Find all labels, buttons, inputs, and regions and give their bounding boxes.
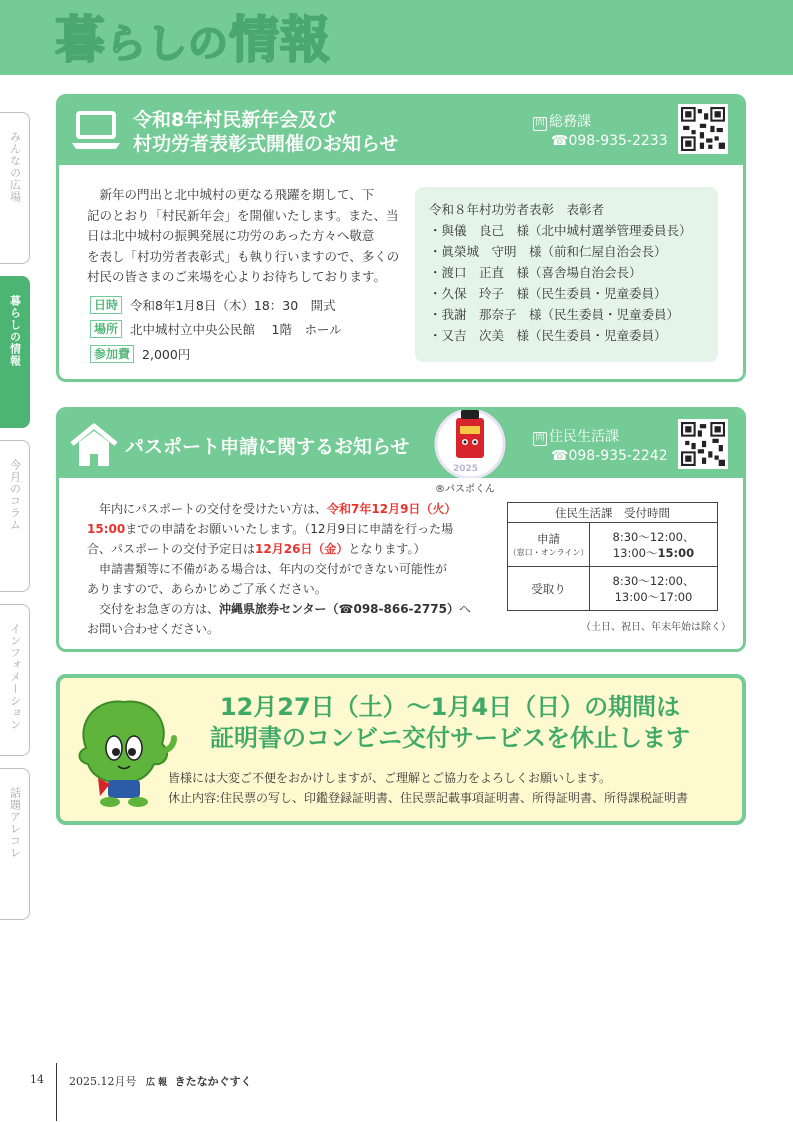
passport-phone: ☎098-935-2242 (551, 448, 668, 464)
award-item: ・渡口 正直 様（喜舎場自治会長） (429, 265, 642, 280)
place-tag: 場所 (90, 320, 122, 338)
newyear-body: 新年の門出と北中城村の更なる飛躍を期して、下 記のとおり「村民新年会」を開催いたします。また、当 日は北中城村の振興発展に功労のあった方々へ敬意 を表し「村功労者表彰式」も執り行いますので、多くの 村民の皆さまのご来場を心よりお待ちしております。 (87, 187, 400, 284)
footer-divider (56, 1063, 57, 1121)
row-receive-label: 受取り (508, 567, 590, 611)
award-recipients-box (415, 187, 718, 362)
tab-information[interactable]: インフォメーション (0, 604, 30, 756)
date-tag: 日時 (90, 296, 122, 314)
reception-hours-table (507, 502, 718, 611)
footer-publication: 2025.12月号 広 報 きたなかぐすく (69, 1075, 252, 1088)
table-header: 住民生活課 受付時間 (508, 503, 718, 523)
place-value: 北中城村立中央公民館 1階 ホール (130, 322, 342, 337)
mascot-caption: ®パスポくん (435, 484, 495, 495)
row-apply-label: 申請 （窓口・オンライン） (508, 523, 590, 567)
laptop-icon (70, 109, 122, 153)
award-item: ・與儀 良己 様（北中城村選挙管理委員長） (429, 223, 692, 238)
fee-tag: 参加費 (90, 345, 134, 363)
passport-dept: 住民生活課 (549, 429, 619, 445)
tab-wadai-arekore[interactable]: 話題アレコレ (0, 768, 30, 920)
notice-text: 皆様には大変ご不便をおかけしますが、ご理解とご協力をよろしくお願いします。 休止内容:住民票の写し、印鑑登録証明書、住民票記載事項証明書、所得証明書、所得課税証明書 (168, 771, 689, 805)
award-item: ・又吉 次美 様（民生委員・児童委員） (429, 328, 667, 343)
tab-kurashi-no-jouhou[interactable]: 暮らしの情報 (0, 276, 30, 428)
tab-minna-no-hiroba[interactable]: みんなの広場 (0, 112, 30, 264)
convenience-store-notice (56, 674, 746, 825)
passport-body: 年内にパスポートの交付を受けたい方は、令和7年12月9日（火） 15:00までの申請をお願いいたします。（12月9日に申請を行った場 合、パスポートの交付予定日は12月26日（金）となります。） 申請書類等に不備がある場合は、年内の交付ができない可能性が ありますので、あらかじめご了承ください。 交付をお急ぎの方は、沖縄県旅券センター（☎098-866-2775）へ お問い合わせください。 (87, 502, 471, 636)
row-apply-hours: 8:30〜12:00、 13:00〜15:00 (590, 523, 718, 567)
qr-code-graphic (681, 107, 725, 151)
kitanakagusuku-mascot (70, 692, 180, 810)
passport-mascot (427, 407, 513, 484)
date-value: 令和8年1月8日（木）18：30 開式 (130, 298, 336, 313)
newyear-card (56, 94, 746, 382)
newyear-date-row (90, 296, 336, 314)
award-item: ・眞榮城 守明 様（前和仁屋自治会長） (429, 244, 667, 259)
inquiry-mark: 問 (533, 432, 547, 446)
newyear-fee-row (90, 345, 190, 363)
row-receive-hours: 8:30〜12:00、 13:00〜17:00 (590, 567, 718, 611)
newyear-place-row (90, 320, 342, 338)
qr-code-graphic (681, 422, 725, 466)
passport-card (56, 407, 746, 652)
award-item: ・久保 玲子 様（民生委員・児童委員） (429, 286, 667, 301)
house-icon (69, 422, 119, 468)
table-note: （土日、祝日、年末年始は除く） (581, 622, 731, 633)
awards-title: 令和８年村功労者表彰 表彰者 (429, 202, 605, 217)
newyear-phone: ☎098-935-2233 (551, 133, 668, 149)
newyear-dept: 総務課 (549, 114, 591, 130)
fee-value: 2,000円 (142, 347, 191, 362)
passport-contact (533, 428, 668, 466)
passport-title: パスポート申請に関するお知らせ (125, 436, 410, 458)
newyear-contact (533, 113, 668, 151)
mascot-year: 2025 (453, 464, 479, 474)
tab-kongetsu-no-column[interactable]: 今月のコラム (0, 440, 30, 592)
notice-title: 12月27日（土）〜1月4日（日）の期間は 証明書のコンビニ交付サービスを休止します (210, 693, 690, 752)
page-title: 暮らしの情報 (55, 11, 331, 69)
newyear-qr-code[interactable] (678, 104, 728, 154)
page-number: 14 (30, 1073, 44, 1086)
passport-qr-code[interactable] (678, 419, 728, 469)
newyear-title: 令和8年村民新年会及び 村功労者表彰式開催のお知らせ (133, 109, 399, 155)
award-item: ・我謝 那奈子 様（民生委員・児童委員） (429, 307, 680, 322)
inquiry-mark: 問 (533, 117, 547, 131)
